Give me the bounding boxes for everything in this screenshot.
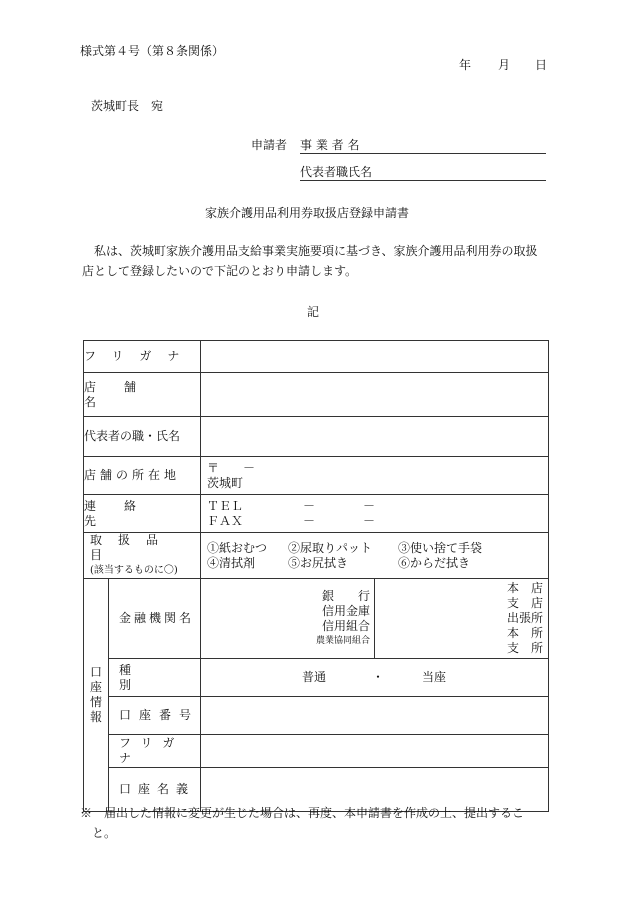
furigana-input[interactable]	[201, 341, 549, 373]
representative-input[interactable]	[201, 417, 549, 457]
account-furigana-label-cell	[109, 735, 201, 768]
account-number-label-cell	[109, 697, 201, 735]
account-name-label: 口座名義	[119, 782, 196, 796]
business-name-underline	[300, 153, 546, 154]
items-note: (該当するものに〇)	[90, 565, 178, 576]
address-input[interactable]	[201, 457, 549, 495]
note-line1: ※ 届出した情報に変更が生じた場合は、再度、本申請書を作成の上、提出するこ	[80, 806, 525, 820]
account-info-char: 情	[89, 695, 102, 709]
date-year-label: 年	[459, 58, 472, 72]
address-label: 店舗の所在地	[84, 468, 181, 482]
branch-type: 支 店	[506, 596, 543, 610]
contact-label: 連絡先	[84, 498, 165, 528]
account-furigana-input[interactable]	[201, 735, 549, 768]
branch-name-input[interactable]	[375, 579, 549, 659]
items-label-cell	[84, 533, 201, 579]
item-option[interactable]: ①紙おむつ	[207, 540, 268, 555]
account-number-input[interactable]	[201, 697, 549, 735]
furigana-label: フリガナ	[84, 349, 196, 363]
bank-type: 銀 行	[321, 588, 370, 603]
note-line2: と。	[80, 826, 117, 840]
kind-label-cell	[109, 659, 201, 697]
form-number: 様式第４号（第８条関係）	[80, 44, 225, 58]
bank-name-input[interactable]	[201, 579, 375, 659]
representative-label-cell	[84, 417, 201, 457]
branch-type: 本 所	[506, 626, 543, 640]
bank-label: 金融機関名	[119, 611, 195, 625]
business-name-label: 事 業 者 名	[300, 138, 360, 152]
document-title: 家族介護用品利用券取扱店登録申請書	[205, 206, 410, 220]
postal-code-mark: 〒 －	[207, 460, 256, 475]
branch-type: 本 店	[506, 581, 543, 595]
addressee: 茨城町長 宛	[91, 99, 164, 113]
date-month-label: 月	[498, 58, 511, 72]
branch-type: 出張所	[506, 611, 543, 625]
body-text-line2: 店として登録したいので下記のとおり申請します。	[82, 264, 358, 278]
store-name-label-cell	[84, 373, 201, 417]
kind-label: 種別	[119, 662, 172, 692]
contact-input[interactable]	[201, 495, 549, 533]
item-option[interactable]: ⑤お尻拭き	[288, 555, 349, 570]
contact-label-cell	[84, 495, 201, 533]
items-options[interactable]	[201, 533, 549, 579]
date-day-label: 日	[535, 58, 548, 72]
kind-separator: ・	[372, 669, 385, 684]
town-name: 茨城町	[207, 475, 244, 490]
registration-table	[83, 340, 549, 812]
store-name-label: 店舗名	[84, 379, 165, 409]
item-option[interactable]: ⑥からだ拭き	[398, 555, 471, 570]
store-name-input[interactable]	[201, 373, 549, 417]
account-name-input[interactable]	[201, 768, 549, 812]
bank-label-cell	[109, 579, 201, 659]
items-label: 取扱品目	[90, 533, 175, 562]
representative-name-label: 代表者の職・氏名	[84, 429, 181, 443]
furigana-label-cell	[84, 341, 201, 373]
account-info-char: 口	[89, 665, 102, 679]
account-info-char: 報	[89, 710, 102, 724]
branch-type: 支 所	[506, 641, 543, 655]
ki-mark: 記	[307, 305, 320, 319]
bank-type: 農業協同組合	[315, 635, 370, 646]
bank-type: 信用金庫	[321, 603, 370, 618]
representative-underline	[300, 180, 546, 181]
body-text-line1: 私は、茨城町家族介護用品支給事業実施要項に基づき、家族介護用品利用券の取扱	[82, 244, 538, 258]
kind-ordinary[interactable]: 普通	[302, 669, 327, 684]
account-furigana-label: フリガナ	[119, 736, 185, 765]
account-info-label-cell	[84, 579, 109, 812]
applicant-label: 申請者	[251, 138, 288, 152]
item-option[interactable]: ④清拭剤	[207, 555, 256, 570]
representative-label: 代表者職氏名	[300, 165, 373, 179]
item-option[interactable]: ③使い捨て手袋	[398, 540, 483, 555]
kind-options[interactable]	[201, 659, 549, 697]
account-number-label: 口座番号	[119, 708, 200, 722]
kind-current[interactable]: 当座	[422, 669, 447, 684]
fax-line: ＦＡＸ － －	[207, 513, 376, 528]
address-label-cell	[84, 457, 201, 495]
tel-line: ＴＥＬ － －	[207, 498, 376, 513]
account-info-char: 座	[89, 680, 102, 694]
account-name-label-cell	[109, 768, 201, 812]
bank-type: 信用組合	[321, 618, 370, 633]
item-option[interactable]: ②尿取りパット	[288, 540, 373, 555]
